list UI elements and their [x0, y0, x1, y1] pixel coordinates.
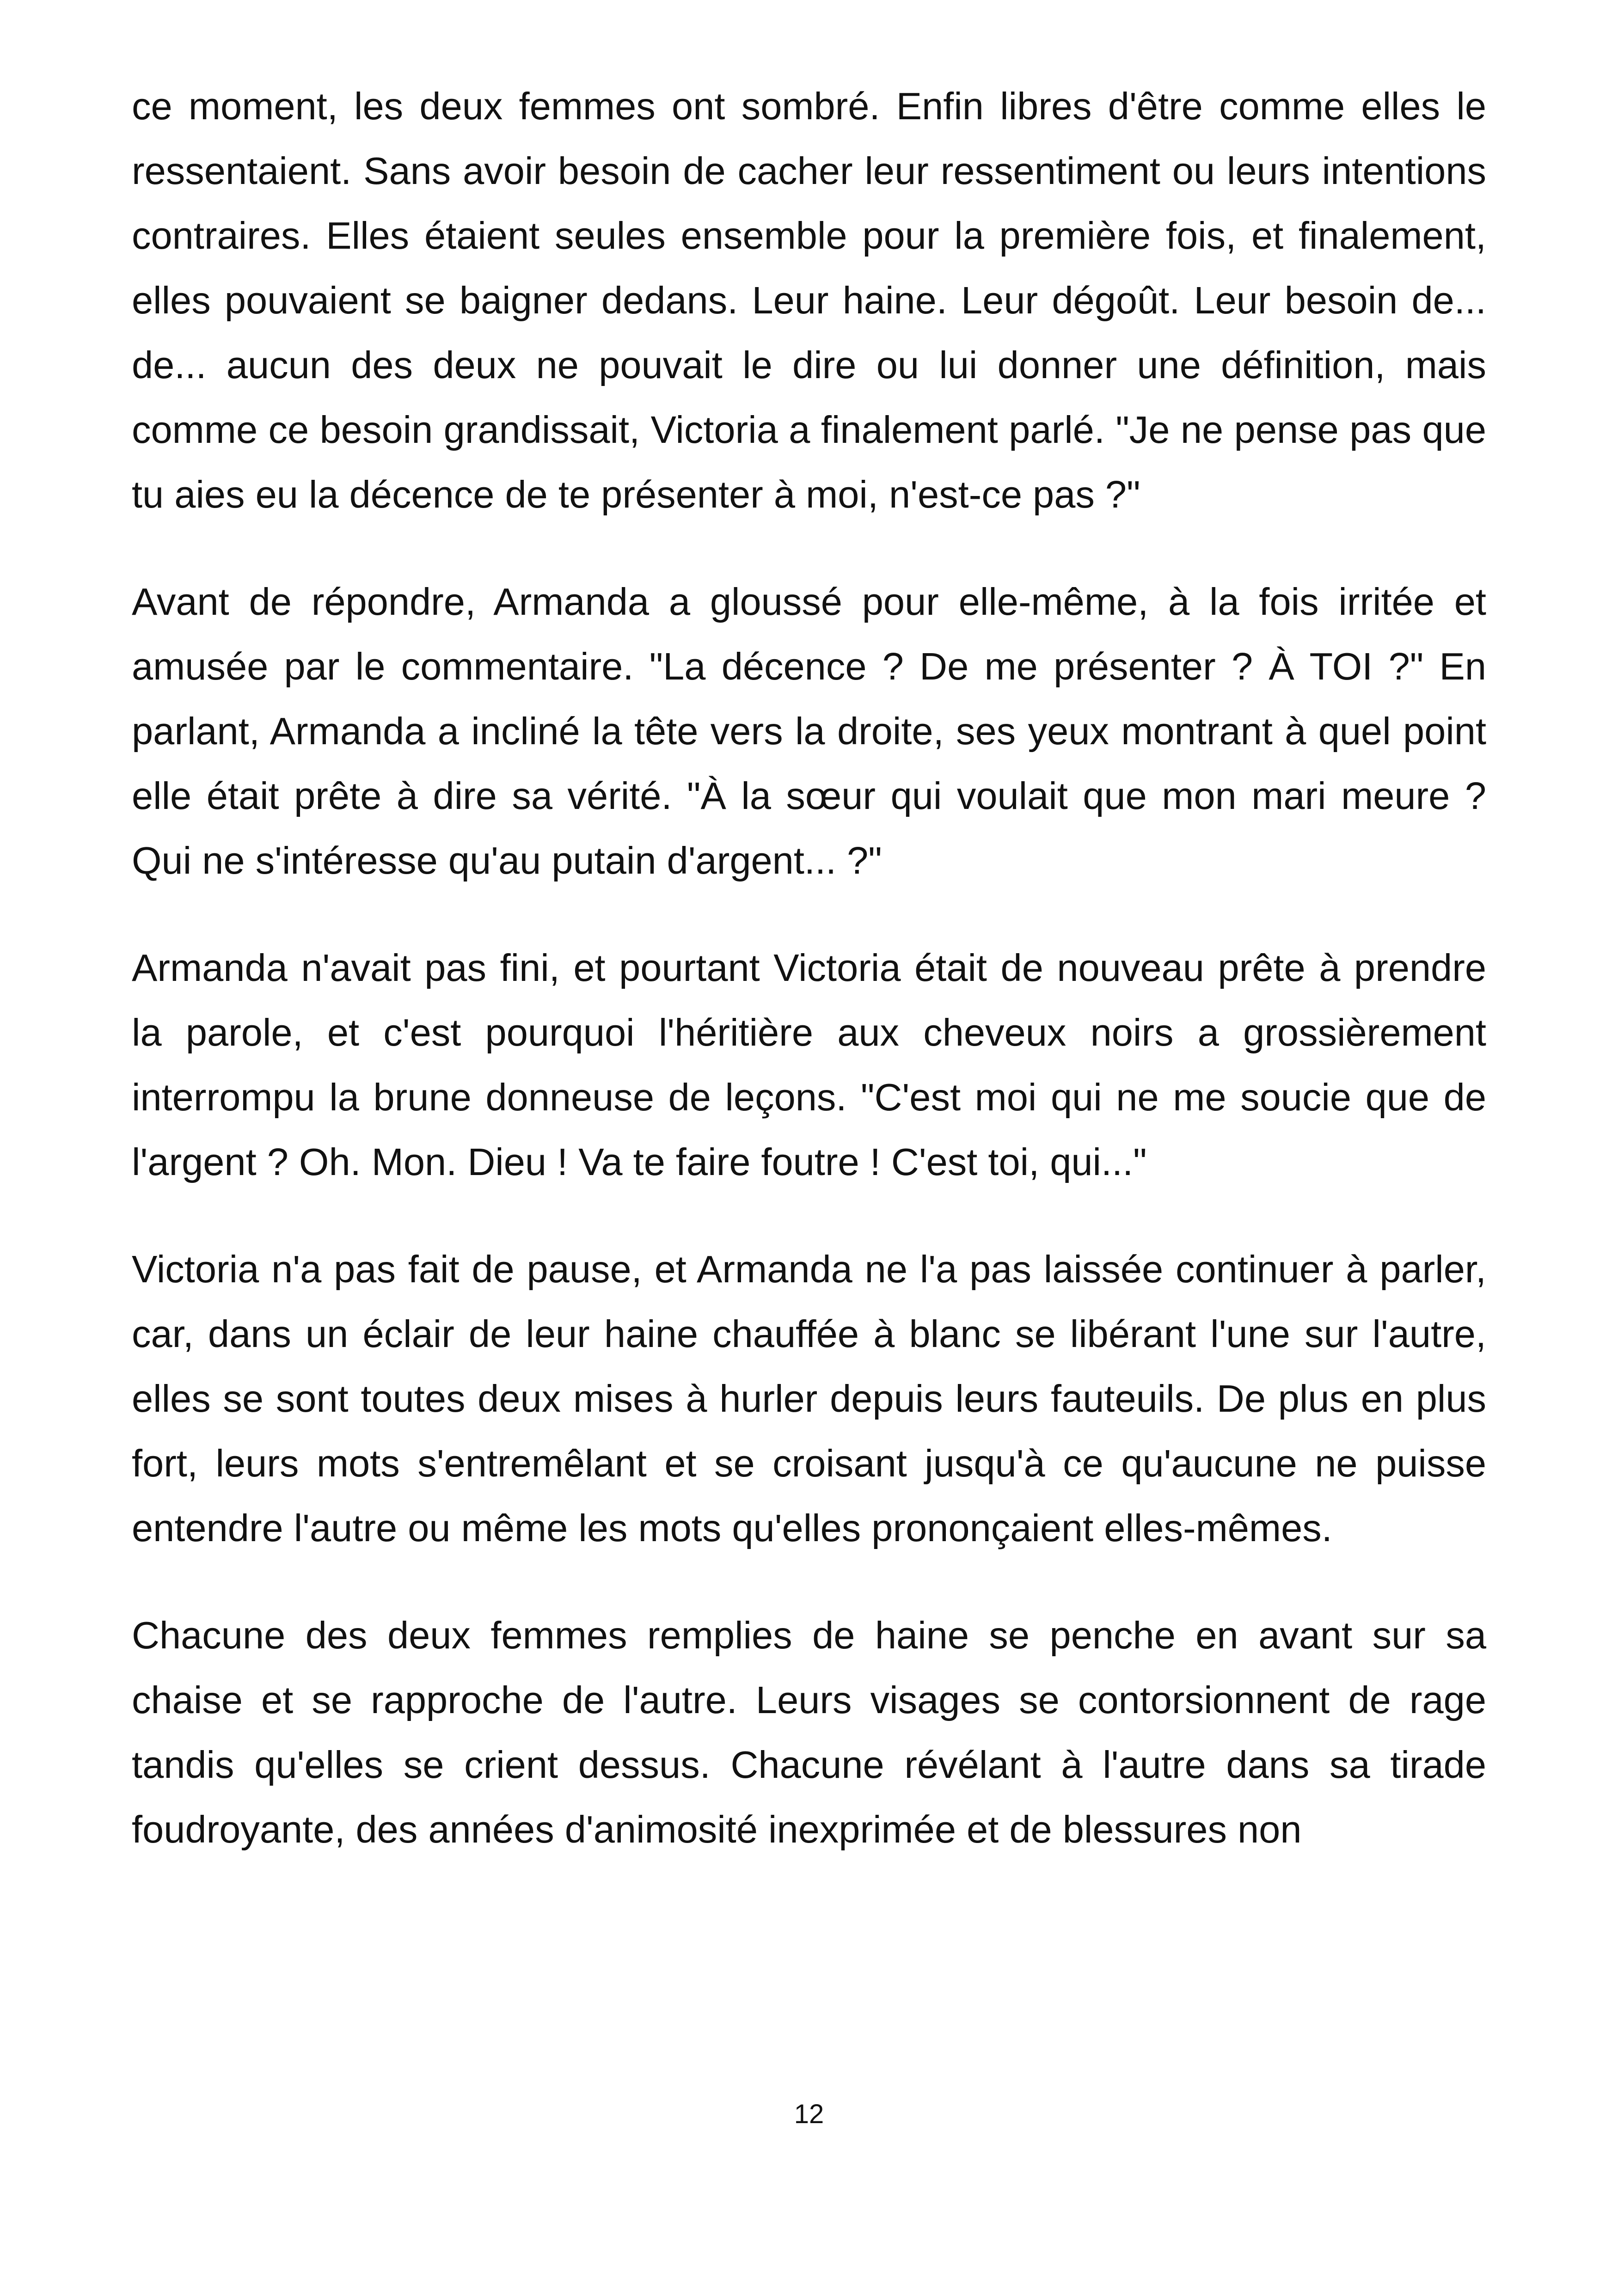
paragraph-5: Chacune des deux femmes remplies de haine se penche en avant sur sa chaise et se rapproche de l'autre. Leurs visages se contorsionnent de rage tandis qu'elles se crient dessus. Chacune révélant à l'autre dans sa tirade foudroyante, des années d'animosité inexprimée et de blessures non [132, 1614, 1486, 1851]
body-text [132, 74, 1486, 1904]
page-number: 12 [794, 2099, 824, 2129]
paragraph-1: ce moment, les deux femmes ont sombré. Enfin libres d'être comme elles le ressentaient. Sans avoir besoin de cacher leur ressentiment ou leurs intentions contraires. Elles étaient seules ensemble pour la première fois, et finalement, elles pouvaient se baigner dedans. Leur haine. Leur dégoût. Leur besoin de... de... aucun des deux ne pouvait le dire ou lui donner une définition, mais comme ce besoin grandissait, Victoria a finalement parlé. "Je ne pense pas que tu aies eu la décence de te présenter à moi, n'est-ce pas ?" [132, 85, 1486, 516]
paragraph-2: Avant de répondre, Armanda a gloussé pour elle-même, à la fois irritée et amusée par le commentaire. "La décence ? De me présenter ? À TOI ?" En parlant, Armanda a incliné la tête vers la droite, ses yeux montrant à quel point elle était prête à dire sa vérité. "À la sœur qui voulait que mon mari meure ? Qui ne s'intéresse qu'au putain d'argent... ?" [132, 580, 1486, 882]
paragraph-4: Victoria n'a pas fait de pause, et Armanda ne l'a pas laissée continuer à parler, car, dans un éclair de leur haine chauffée à blanc se libérant l'une sur l'autre, elles se sont toutes deux mises à hurler depuis leurs fauteuils. De plus en plus fort, leurs mots s'entremêlant et se croisant jusqu'à ce qu'aucune ne puisse entendre l'autre ou même les mots qu'elles prononçaient elles-mêmes. [132, 1248, 1486, 1549]
paragraph-3: Armanda n'avait pas fini, et pourtant Victoria était de nouveau prête à prendre la parole, et c'est pourquoi l'héritière aux cheveux noirs a grossièrement interrompu la brune donneuse de leçons. "C'est moi qui ne me soucie que de l'argent ? Oh. Mon. Dieu ! Va te faire foutre ! C'est toi, qui..." [132, 946, 1486, 1183]
